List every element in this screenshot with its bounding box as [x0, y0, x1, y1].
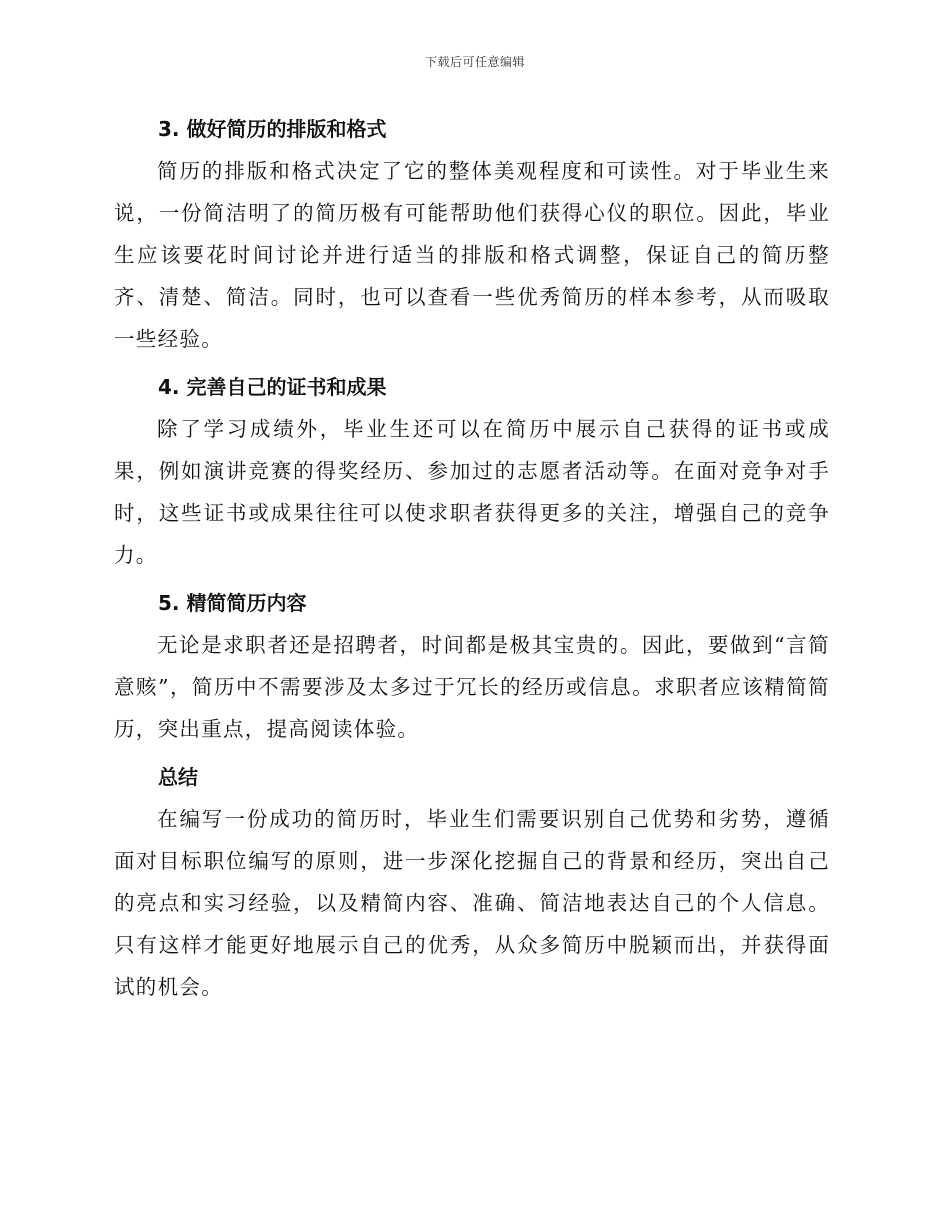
section-paragraph: 简历的排版和格式决定了它的整体美观程度和可读性。对于毕业生来说，一份简洁明了的简历极有可能帮助他们获得心仪的职位。因此，毕业生应该要花时间讨论并进行适当的排版和格式调整，保证自己的简历整齐、清楚、简洁。同时，也可以查看一些优秀简历的样本参考，从而吸取一些经验。 [114, 159, 830, 351]
section-paragraph: 除了学习成绩外，毕业生还可以在简历中展示自己获得的证书或成果，例如演讲竞赛的得奖经历、参加过的志愿者活动等。在面对竞争对手时，这些证书或成果往往可以使求职者获得更多的关注，增强自己的竞争力。 [114, 417, 830, 567]
page-header: 下载后可任意编辑 [424, 55, 525, 69]
section-paragraph: 在编写一份成功的简历时，毕业生们需要识别自己优势和劣势，遵循面对目标职位编写的原则，进一步深化挖掘自己的背景和经历，突出自己的亮点和实习经验，以及精简内容、准确、简洁地表达自己的个人信息。只有这样才能更好地展示自己的优秀，从众多简历中脱颖而出，并获得面试的机会。 [114, 807, 830, 999]
section-heading: 4. 完善自己的证书和成果 [158, 375, 387, 399]
section-paragraph: 无论是求职者还是招聘者，时间都是极其宝贵的。因此，要做到“言简意赅”，简历中不需要涉及太多过于冗长的经历或信息。求职者应该精简简历，突出重点，提高阅读体验。 [114, 633, 830, 741]
document-body [114, 108, 830, 1014]
section-certificates [114, 366, 830, 576]
section-resume-layout [114, 108, 830, 360]
section-concise-content [114, 582, 830, 750]
section-heading: 3. 做好简历的排版和格式 [158, 117, 387, 141]
section-heading: 5. 精简简历内容 [158, 591, 307, 615]
section-summary [114, 756, 830, 1008]
section-heading: 总结 [158, 765, 198, 789]
